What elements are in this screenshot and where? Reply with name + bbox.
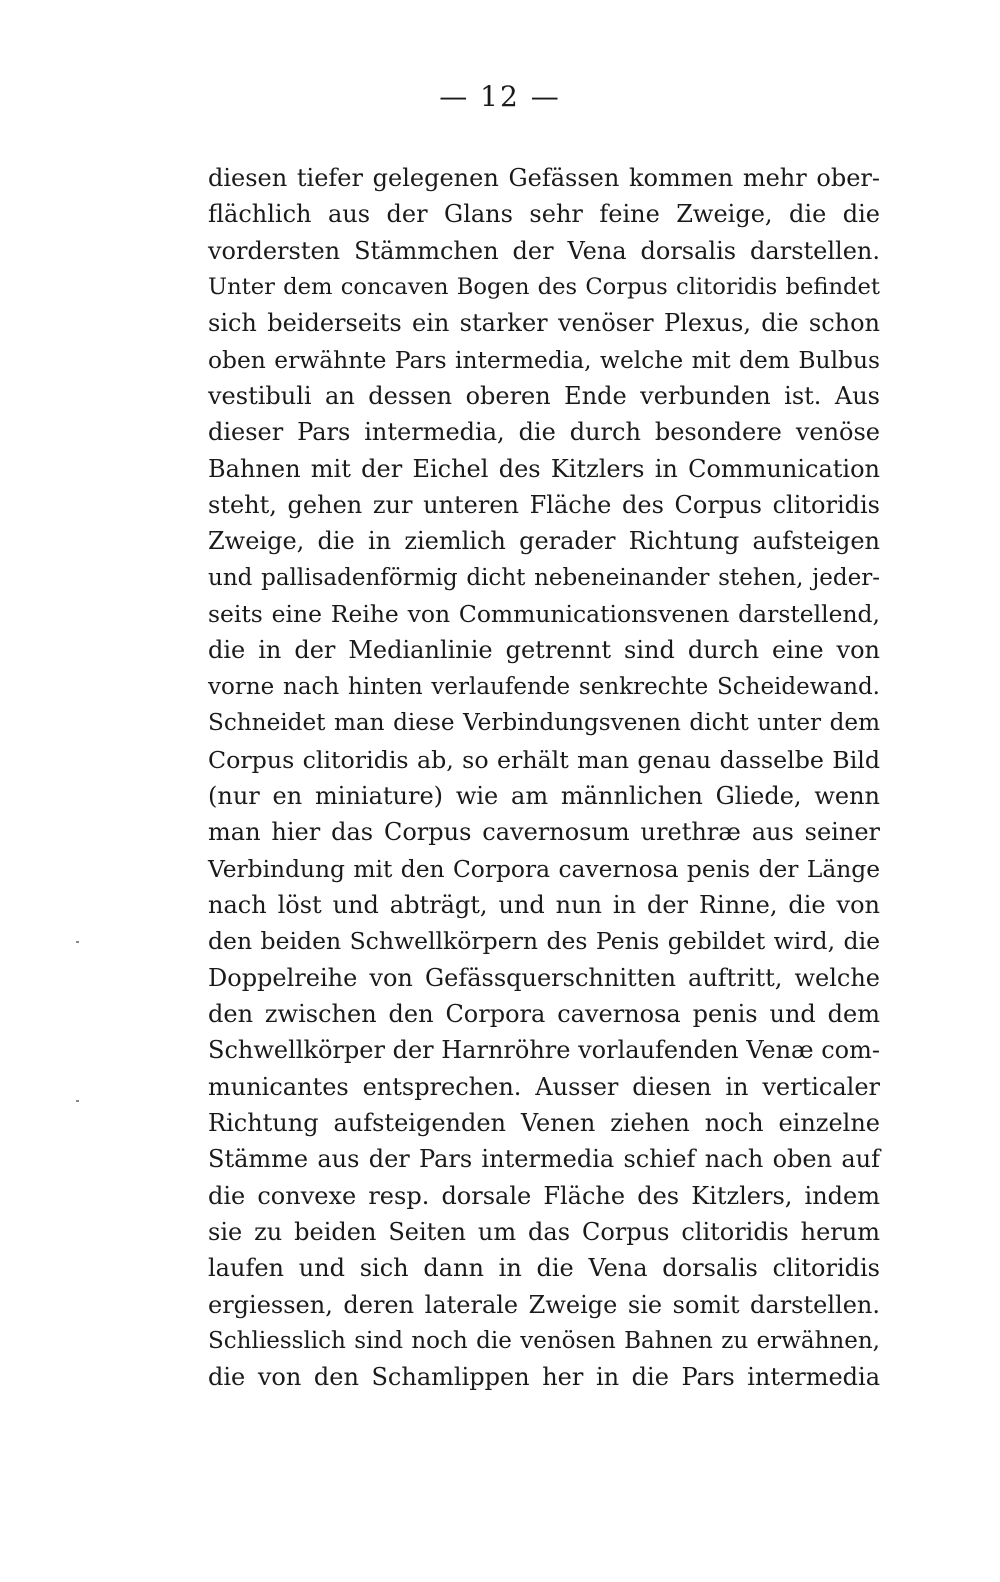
text-line: die convexe resp. dorsale Fläche des Kitzlers, indem xyxy=(208,1181,880,1210)
text-line: den beiden Schwellkörpern des Penis gebildet wird, die xyxy=(208,927,880,956)
text-line: Stämme aus der Pars intermedia schief nach oben auf xyxy=(208,1145,880,1174)
scan-speck xyxy=(76,1100,79,1102)
text-line: ergiessen, deren laterale Zweige sie somit darstellen. xyxy=(208,1290,880,1319)
text-line: oben erwähnte Pars intermedia, welche mit dem Bulbus xyxy=(208,345,880,374)
text-line: vordersten Stämmchen der Vena dorsalis darstellen. xyxy=(208,236,880,265)
text-line: steht, gehen zur unteren Fläche des Corpus clitoridis xyxy=(208,491,880,520)
text-line: Schwellkörper der Harnröhre vorlaufenden Venæ com- xyxy=(208,1036,880,1065)
text-line: diesen tiefer gelegenen Gefässen kommen mehr ober- xyxy=(208,164,880,192)
text-line: Corpus clitoridis ab, so erhält man genau dasselbe Bild xyxy=(208,745,880,774)
scan-speck xyxy=(76,941,79,943)
text-line: und pallisadenförmig dicht nebeneinander stehen, jeder- xyxy=(208,564,880,591)
body-text xyxy=(208,160,880,1396)
text-line: sich beiderseits ein starker venöser Plexus, die schon xyxy=(208,309,880,338)
text-line: municantes entsprechen. Ausser diesen in verticaler xyxy=(208,1072,880,1101)
text-line: Doppelreihe von Gefässquerschnitten auftritt, welche xyxy=(208,963,880,992)
text-line: Schneidet man diese Verbindungsvenen dicht unter dem xyxy=(208,710,880,737)
text-line: vorne nach hinten verlaufende senkrechte Scheidewand. xyxy=(208,673,880,700)
text-line: (nur en miniature) wie am männlichen Gliede, wenn xyxy=(208,781,880,810)
text-line: den zwischen den Corpora cavernosa penis und dem xyxy=(208,999,880,1028)
text-line: Bahnen mit der Eichel des Kitzlers in Communication xyxy=(208,454,880,483)
text-line: Richtung aufsteigenden Venen ziehen noch einzelne xyxy=(208,1108,880,1137)
text-line: laufen und sich dann in die Vena dorsalis clitoridis xyxy=(208,1254,880,1283)
text-line: flächlich aus der Glans sehr feine Zweige, die die xyxy=(208,200,880,229)
text-line: Verbindung mit den Corpora cavernosa penis der Länge xyxy=(208,854,880,883)
text-line: Unter dem concaven Bogen des Corpus clitoridis befindet xyxy=(208,274,880,301)
text-line: die von den Schamlippen her in die Pars intermedia xyxy=(208,1363,880,1392)
text-line: Zweige, die in ziemlich gerader Richtung aufsteigen xyxy=(208,527,880,556)
text-line: dieser Pars intermedia, die durch besondere venöse xyxy=(208,418,880,447)
text-line: nach löst und abträgt, und nun in der Rinne, die von xyxy=(208,890,880,919)
text-line: man hier das Corpus cavernosum urethræ aus seiner xyxy=(208,818,880,847)
text-line: seits eine Reihe von Communicationsvenen darstellend, xyxy=(208,600,880,629)
text-line: die in der Medianlinie getrennt sind durch eine von xyxy=(208,636,880,665)
text-line: Schliesslich sind noch die venösen Bahnen zu erwähnen, xyxy=(208,1328,880,1354)
text-line: sie zu beiden Seiten um das Corpus clitoridis herum xyxy=(208,1217,880,1246)
text-line: vestibuli an dessen oberen Ende verbunden ist. Aus xyxy=(208,382,880,411)
page-number: — 12 — xyxy=(439,80,561,113)
